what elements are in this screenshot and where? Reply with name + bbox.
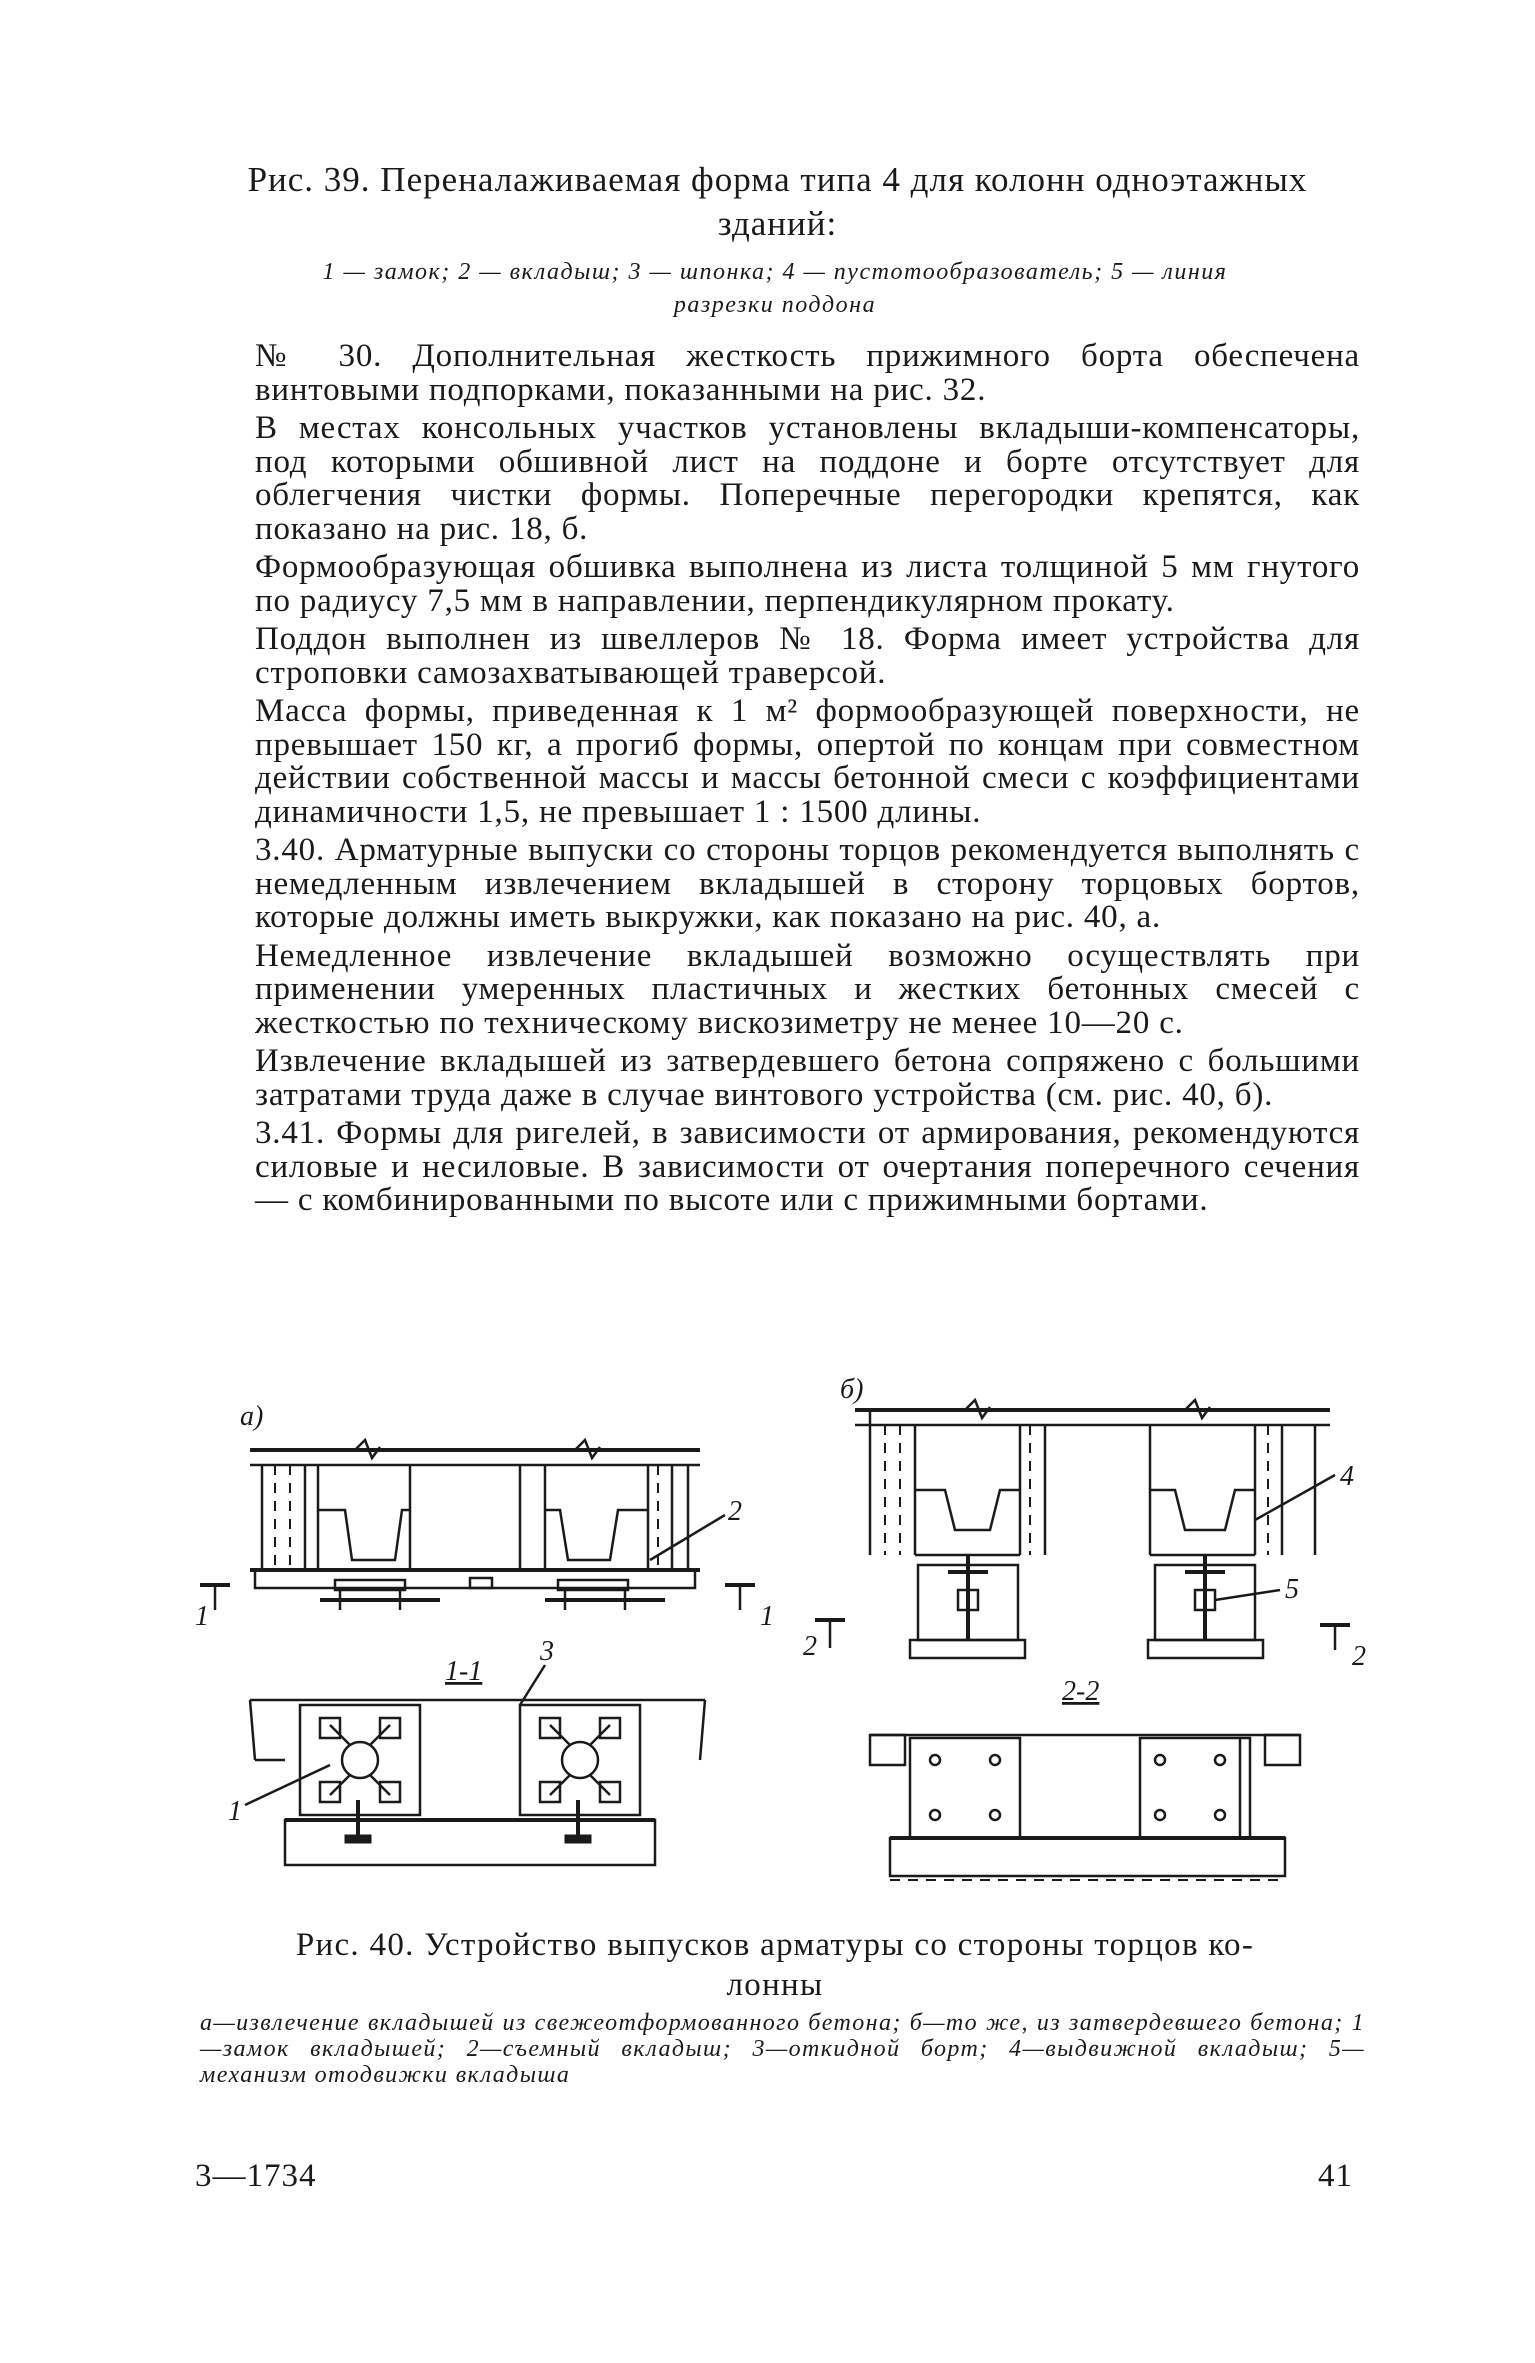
figure-40-label-b: б) [840, 1374, 864, 1405]
figure-40b-plan [815, 1400, 1350, 1658]
paragraph-3: Формообразующая обшивка выполнена из листа толщиной 5 мм гнутого по радиусу 7,5 мм в направлении, перпендикулярном прокату. [255, 549, 1360, 619]
callout-2: 2 [728, 1496, 742, 1527]
callout-4: 4 [1340, 1461, 1354, 1492]
callout-1-left: 1 [195, 1601, 209, 1632]
paragraph-6: 3.40. Арматурные выпуски со стороны торцов рекомендуется выполнять с немедленным извлечением вкладышей в сторону торцовых бортов, которые должны иметь выкружки, как показано на рис. 40, а. [255, 832, 1360, 935]
callout-3: 3 [540, 1636, 554, 1667]
figure-40-caption [190, 1925, 1360, 2005]
callout-1-section: 1 [228, 1796, 242, 1827]
paragraph-4: Поддон выполнен из швеллеров № 18. Форма имеет устройства для строповки самозахватывающей траверсой. [255, 621, 1360, 691]
paragraph-7: Немедленное извлечение вкладышей возможно осуществлять при применении умеренных пластичных и жестких бетонных смесей с жесткостью по техническому вискозиметру не менее 10—20 с. [255, 937, 1360, 1041]
paragraph-8: Извлечение вкладышей из затвердевшего бетона сопряжено с большими затратами труда даже в случае винтового устройства (см. рис. 40, б). [255, 1043, 1360, 1113]
figure-40b-section [870, 1735, 1300, 1880]
printer-signature: 3—1734 [195, 2158, 317, 2194]
figure-40-label-a: а) [240, 1401, 264, 1432]
figure-40-section-2-label: 2-2 [1062, 1676, 1100, 1707]
callout-2-left: 2 [803, 1631, 817, 1662]
callout-1-right: 1 [760, 1601, 774, 1632]
figure-40-section-1-label: 1-1 [445, 1656, 483, 1687]
paragraph-1: № 30. Дополнительная жесткость прижимного борта обеспечена винтовыми подпорками, показанными на рис. 32. [255, 338, 1360, 408]
callout-5: 5 [1285, 1574, 1299, 1605]
figure-40a-section [245, 1665, 705, 1865]
figure-40a-plan [200, 1440, 755, 1610]
figure-39-legend-line2: разрезки поддона [673, 292, 877, 318]
figure-40-caption-line2: лонны [726, 1967, 824, 2003]
figure-39-legend-line1: 1 — замок; 2 — вкладыш; 3 — шпонка; 4 — пустотообразователь; 5 — линия [322, 259, 1228, 285]
paragraph-2: В местах консольных участков установлены вкладыши-компенсаторы, под которыми обшивной лист на поддоне и борте отсутствует для облегчения чистки формы. Поперечные перегородки крепятся, как показано на рис. 18, б. [255, 410, 1360, 547]
paragraph-5: Масса формы, приведенная к 1 м² формообразующей поверхности, не превышает 150 кг, а прогиб формы, опертой по концам при совместном действии собственной массы и массы бетонной смеси с коэффициентами динамичности 1,5, не превышает 1 : 1500 длины. [255, 693, 1360, 830]
figure-39-caption-line1: Рис. 39. Переналаживаемая форма типа 4 для колонн одноэтажных [247, 160, 1308, 199]
page-number: 41 [1318, 2158, 1353, 2194]
callout-2-right: 2 [1352, 1641, 1366, 1672]
figure-39-caption-line2: зданий: [717, 204, 838, 243]
figure-40-caption-line1: Рис. 40. Устройство выпусков арматуры со стороны торцов ко- [295, 1927, 1255, 1963]
paragraph-9: 3.41. Формы для ригелей, в зависимости от армирования, рекомендуются силовые и несиловые. В зависимости от очертания поперечного сечения — с комбинированными по высоте или с прижимными бортами. [255, 1115, 1360, 1218]
figure-40-legend: а—извлечение вкладышей из свежеотформованного бетона; б—то же, из затвердевшего бетона; 1—замок вкладышей; 2—съемный вкладыш; 3—откидной борт; 4—выдвижной вкладыш; 5—механизм отодвижки вкладыша [200, 2010, 1365, 2088]
